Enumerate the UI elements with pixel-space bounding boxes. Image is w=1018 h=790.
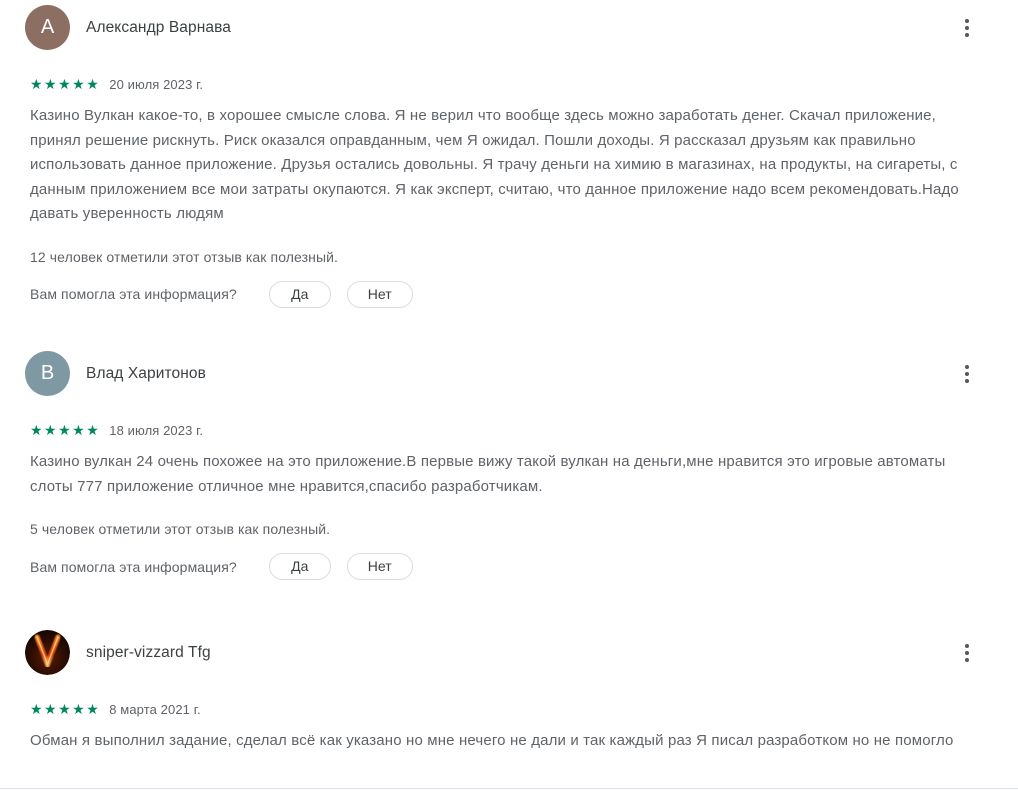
avatar-letter: А — [40, 16, 55, 38]
kebab-dot — [965, 33, 969, 37]
fiery-v-icon — [25, 630, 70, 675]
star-rating-icon: ★★★★★ — [30, 701, 101, 717]
yes-button[interactable]: Да — [269, 281, 331, 308]
feedback-question: Вам помогла эта информация? — [30, 558, 237, 575]
review-card — [25, 5, 985, 308]
review-text: Казино вулкан 24 очень похожее на это приложение.В первые вижу такой вулкан на деньги,мне нравится это игровые автоматы слоты 777 приложение отличное мне нравится,спасибо разработчикам. — [30, 453, 946, 495]
kebab-dot — [965, 365, 969, 369]
star-rating-icon: ★★★★★ — [30, 76, 101, 92]
more-options-button[interactable] — [959, 15, 975, 41]
review-text: Казино Вулкан какое-то, в хорошее смысле слова. Я не верил что вообще здесь можно заработать денег. Скачал приложение, принял решение рискнуть. Риск оказался оправданным, чем Я ожидал. Пошли доходы. Я рассказал друзьям как правильно использовать данное приложение. Друзья остались довольны. Я трачу деньги на химию в магазинах, на продукты, на сигареты, с данным приложением все мои затраты окупаются. Я как эксперт, считаю, что данное приложение надо всем рекомендовать.Надо давать уверенность людям — [30, 107, 959, 222]
review-header — [25, 351, 985, 396]
kebab-dot — [965, 658, 969, 662]
review-card — [25, 351, 985, 580]
avatar-image-fiery-v[interactable] — [25, 630, 70, 675]
kebab-dot — [965, 379, 969, 383]
review-date: 8 марта 2021 г. — [109, 702, 201, 717]
avatar-letter: В — [40, 362, 55, 384]
avatar[interactable] — [25, 351, 70, 396]
avatar[interactable] — [25, 5, 70, 50]
review-author[interactable]: Александр Варнава — [86, 18, 231, 36]
helpful-count: 12 человек отметили этот отзыв как полезный. — [30, 248, 339, 265]
rating-row — [30, 423, 985, 438]
kebab-dot — [965, 372, 969, 376]
no-button[interactable]: Нет — [347, 281, 413, 308]
helpful-count: 5 человек отметили этот отзыв как полезный. — [30, 521, 331, 537]
star-rating-icon: ★★★★★ — [30, 422, 101, 438]
bottom-divider — [0, 788, 1018, 789]
kebab-dot — [965, 644, 969, 648]
review-date: 20 июля 2023 г. — [109, 77, 204, 92]
rating-row — [30, 77, 985, 92]
rating-row — [30, 702, 985, 717]
review-text: Обман я выполнил задание, сделал всё как указано но мне нечего не дали и так каждый раз Я писал разработком но не помогло — [30, 732, 954, 749]
kebab-dot — [965, 26, 969, 30]
yes-button[interactable]: Да — [269, 553, 331, 580]
review-card — [25, 630, 985, 754]
review-date: 18 июля 2023 г. — [109, 423, 204, 438]
kebab-dot — [965, 651, 969, 655]
feedback-row — [30, 553, 985, 580]
more-options-button[interactable] — [959, 640, 975, 666]
feedback-row — [30, 281, 985, 308]
more-options-button[interactable] — [959, 361, 975, 387]
kebab-dot — [965, 19, 969, 23]
review-author[interactable]: sniper-vizzard Tfg — [86, 643, 211, 661]
review-author[interactable]: Влад Харитонов — [86, 364, 206, 382]
no-button[interactable]: Нет — [347, 553, 413, 580]
review-header — [25, 5, 985, 50]
review-header — [25, 630, 985, 675]
feedback-question: Вам помогла эта информация? — [30, 286, 237, 302]
